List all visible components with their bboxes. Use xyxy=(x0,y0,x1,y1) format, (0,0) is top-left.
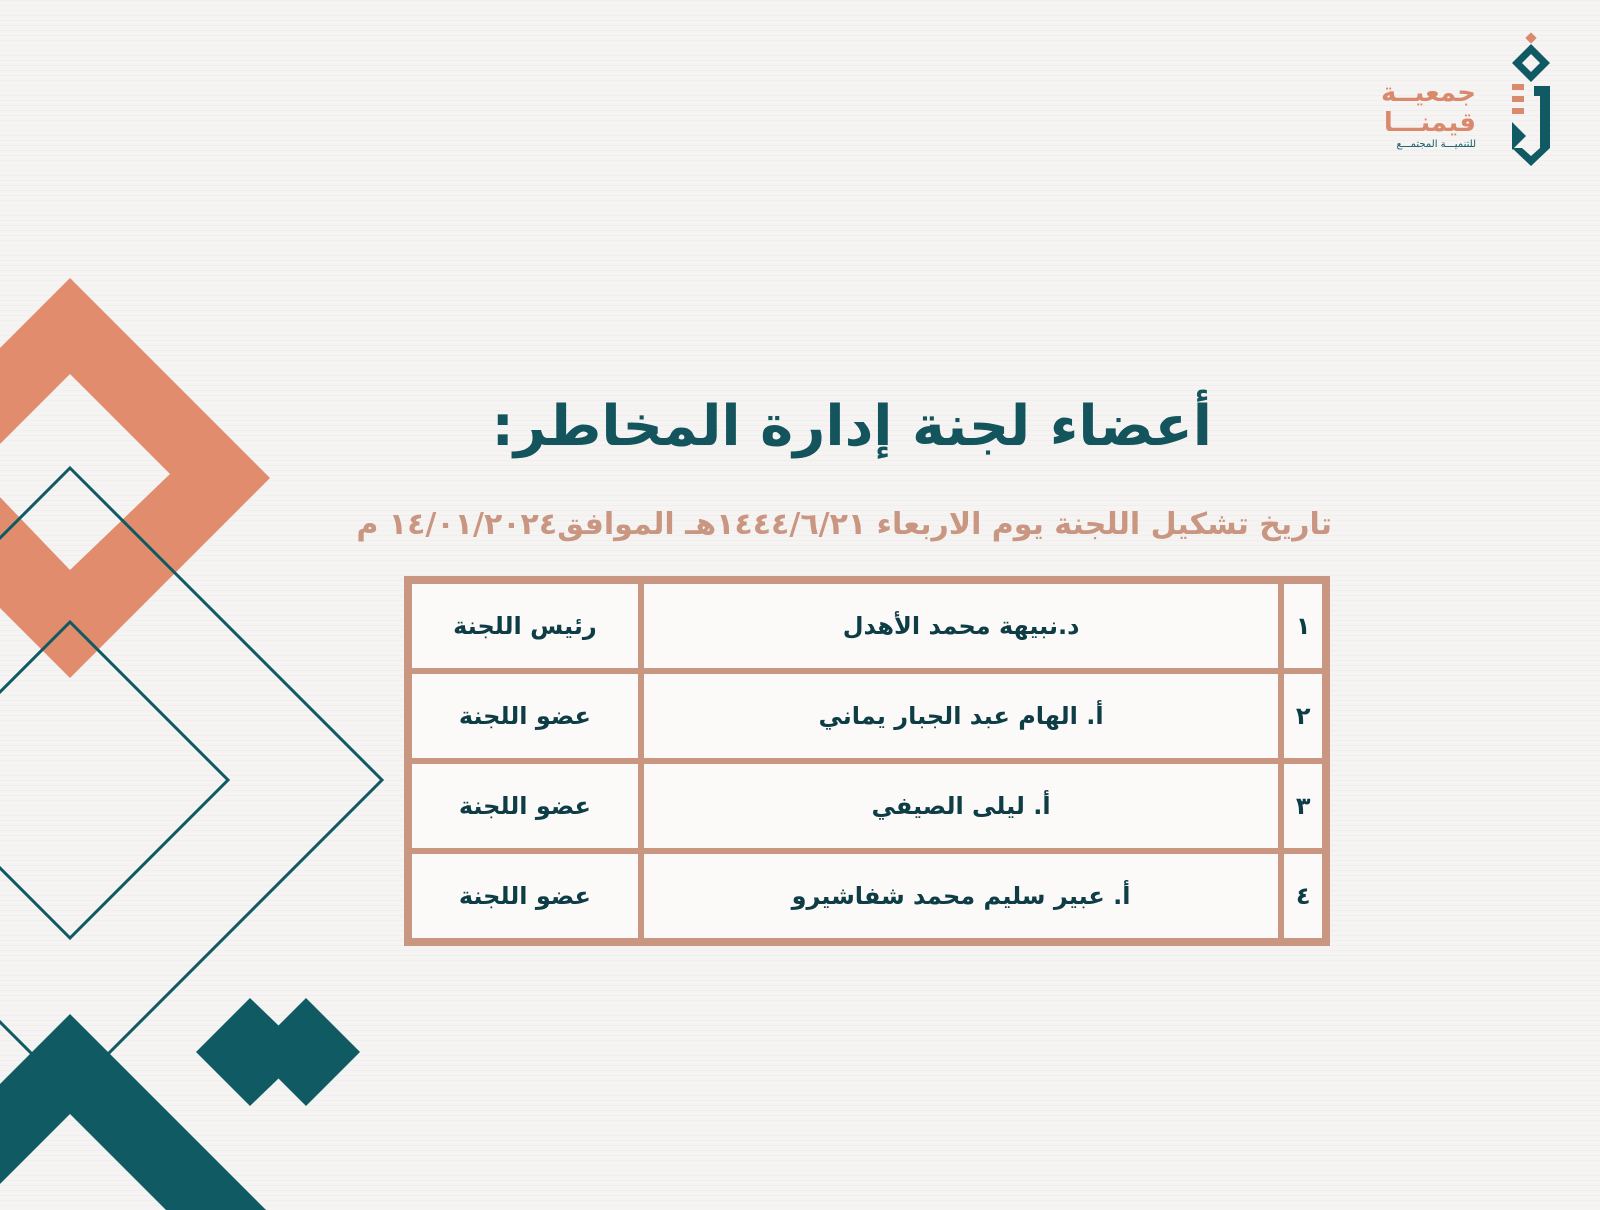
member-name: أ. عبير سليم محمد شفاشيرو xyxy=(641,851,1282,941)
member-number: ٣ xyxy=(1281,761,1325,851)
table-row xyxy=(409,761,1325,851)
member-name: أ. ليلى الصيفي xyxy=(641,761,1282,851)
member-number: ٢ xyxy=(1281,671,1325,761)
teal-small-diamond-2 xyxy=(252,998,360,1106)
logo-text xyxy=(1381,78,1476,152)
table-row xyxy=(409,671,1325,761)
table-row xyxy=(409,581,1325,671)
teal-outline-diamond-small xyxy=(0,622,228,938)
committee-members-table xyxy=(404,576,1330,946)
logo-line-2: قيمنـــا xyxy=(1383,108,1476,138)
member-role: عضو اللجنة xyxy=(409,761,641,851)
formation-date-subtitle: تاريخ تشكيل اللجنة يوم الاربعاء ١٤٤٤/٦/٢١هـ الموافق١٤/٠١/٢٠٢٤ م xyxy=(356,507,1332,542)
page-title: أعضاء لجنة إدارة المخاطر: xyxy=(491,394,1212,459)
organization-logo xyxy=(1380,30,1560,170)
member-role: عضو اللجنة xyxy=(409,671,641,761)
table-row xyxy=(409,851,1325,941)
member-role: رئيس اللجنة xyxy=(409,581,641,671)
member-number: ٤ xyxy=(1281,851,1325,941)
member-number: ١ xyxy=(1281,581,1325,671)
logo-mark-icon xyxy=(1500,30,1560,170)
salmon-diamond-frame xyxy=(0,278,270,678)
logo-line-1: جمعيــة xyxy=(1381,78,1476,108)
member-name: د.نبيهة محمد الأهدل xyxy=(641,581,1282,671)
logo-line-3: للتنميـــة المجتمـــع xyxy=(1396,139,1476,150)
member-name: أ. الهام عبد الجبار يماني xyxy=(641,671,1282,761)
member-role: عضو اللجنة xyxy=(409,851,641,941)
